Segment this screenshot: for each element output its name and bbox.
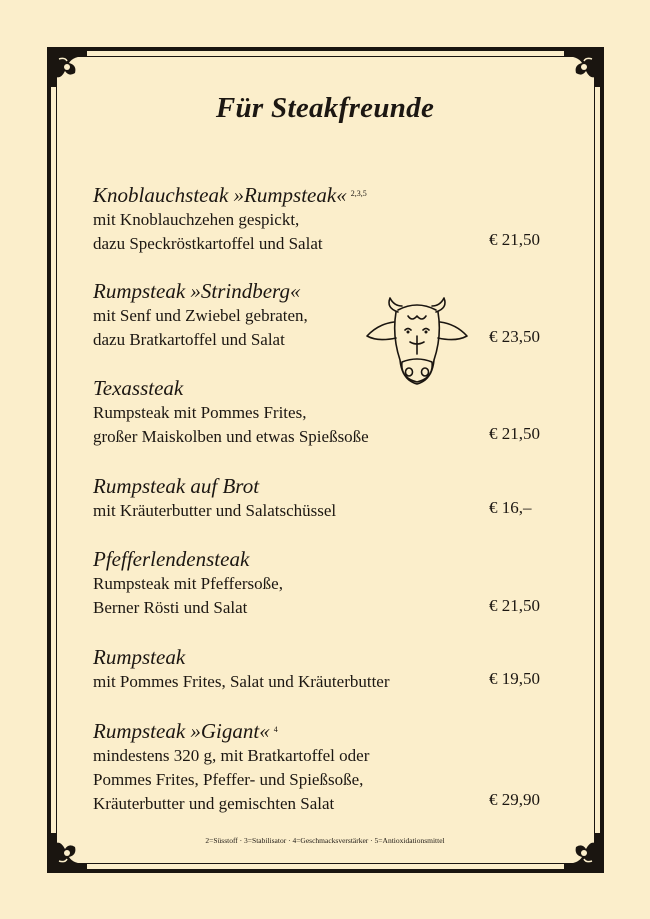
item-name: Rumpsteak »Strindberg« <box>93 279 301 303</box>
item-description: Rumpsteak mit Pfeffersoße, <box>93 574 283 593</box>
page-title: Für Steakfreunde <box>215 92 435 124</box>
item-price: € 16,– <box>489 498 532 517</box>
item-description: mit Knoblauchzehen gespickt, <box>93 210 300 229</box>
item-name: Rumpsteak »Gigant« $^4$ <box>93 719 278 743</box>
item-price: € 21,50 <box>489 230 540 249</box>
item-price: € 29,90 <box>489 790 540 809</box>
item-name: Pfefferlendensteak <box>93 547 250 571</box>
item-price: € 21,50 <box>489 596 540 615</box>
item-description: mit Senf und Zwiebel gebraten, <box>93 306 308 325</box>
corner-ornament-icon <box>47 47 91 91</box>
item-price: € 23,50 <box>489 327 540 346</box>
item-name: Texassteak <box>93 376 184 400</box>
item-description: Pommes Frites, Pfeffer- und Spießsoße, <box>93 770 364 789</box>
item-price: € 19,50 <box>489 669 540 688</box>
footnote: 2=Süsstoff · 3=Stabilisator · 4=Geschmacksverstärker · 5=Antioxidationsmittel <box>205 836 445 845</box>
item-description: Berner Rösti und Salat <box>93 598 248 617</box>
item-name: Knoblauchsteak »Rumpsteak« $^{2,3,5}$ <box>93 183 367 207</box>
item-description: Rumpsteak mit Pommes Frites, <box>93 403 307 422</box>
item-description: Kräuterbutter und gemischten Salat <box>93 794 335 813</box>
item-name: Rumpsteak <box>93 645 186 669</box>
item-price: € 21,50 <box>489 424 540 443</box>
item-description: großer Maiskolben und etwas Spießsoße <box>93 427 369 446</box>
item-description: mindestens 320 g, mit Bratkartoffel oder <box>93 746 370 765</box>
item-description: dazu Speckröstkartoffel und Salat <box>93 234 323 253</box>
item-description: mit Pommes Frites, Salat und Kräuterbutter <box>93 672 390 691</box>
item-name: Rumpsteak auf Brot <box>93 474 260 498</box>
corner-ornament-icon <box>560 47 604 91</box>
item-description: dazu Bratkartoffel und Salat <box>93 330 285 349</box>
item-description: mit Kräuterbutter und Salatschüssel <box>93 501 337 520</box>
